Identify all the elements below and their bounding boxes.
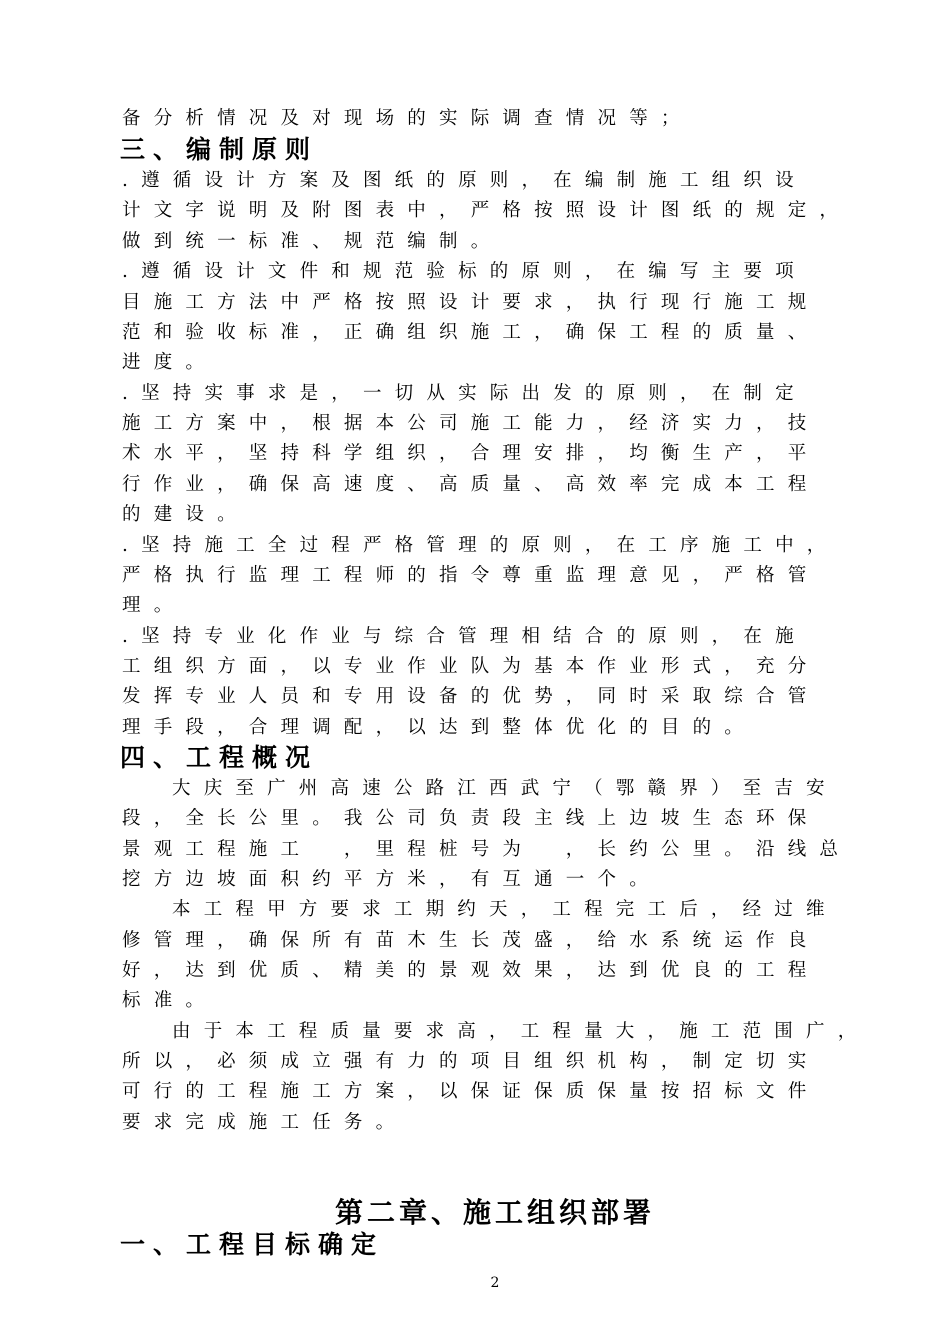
body-line: 目施工方法中严格按照设计要求，执行现行施工规	[122, 292, 820, 313]
body-line: 施工方案中，根据本公司施工能力，经济实力，技	[122, 413, 820, 434]
chapter-title: 第二章、施工组织部署	[334, 1196, 655, 1229]
section-heading-3: 三、编制原则	[120, 135, 319, 164]
section-heading-1: 一、工程目标确定	[120, 1230, 385, 1259]
body-line: 理手段，合理调配，以达到整体优化的目的。	[122, 717, 757, 738]
body-line: 发挥专业人员和专用设备的优势，同时采取综合管	[122, 686, 820, 707]
body-line: 备分析情况及对现场的实际调查情况等；	[122, 108, 693, 129]
body-line: .坚持实事求是，一切从实际出发的原则，在制定	[122, 383, 807, 404]
body-line: 可行的工程施工方案，以保证保质保量按招标文件	[122, 1081, 820, 1102]
body-line: 术水平，坚持科学组织，合理安排，均衡生产，平	[122, 443, 820, 464]
body-line: 由于本工程质量要求高，工程量大，施工范围广，	[172, 1021, 870, 1042]
body-line: .遵循设计文件和规范验标的原则，在编写主要项	[122, 261, 807, 282]
body-line: 标准。	[122, 990, 218, 1011]
body-line: 进度。	[122, 352, 218, 373]
body-line: 修管理，确保所有苗木生长茂盛，给水系统运作良	[122, 930, 820, 951]
body-line: 景观工程施工 ，里程桩号为 ，长约公里。沿线总	[122, 839, 852, 860]
body-line: 工组织方面，以专业作业队为基本作业形式，充分	[122, 656, 820, 677]
body-line: 严格执行监理工程师的指令尊重监理意见，严格管	[122, 565, 820, 586]
body-line: .遵循设计方案及图纸的原则，在编制施工组织设	[122, 170, 807, 191]
body-line: 大庆至广州高速公路江西武宁（鄂赣界）至吉安	[172, 778, 838, 799]
body-line: 段，全长公里。我公司负责段主线上边坡生态环保	[122, 808, 820, 829]
body-line: 的建设。	[122, 504, 249, 525]
body-line: 挖方边坡面积约平方米，有互通一个。	[122, 869, 661, 890]
body-line: 理。	[122, 595, 186, 616]
body-line: 行作业，确保高速度、高质量、高效率完成本工程	[122, 474, 820, 495]
body-line: 好，达到优质、精美的景观效果，达到优良的工程	[122, 960, 820, 981]
section-heading-4: 四、工程概况	[120, 743, 319, 772]
body-line: 所以，必须成立强有力的项目组织机构，制定切实	[122, 1051, 820, 1072]
body-line: 做到统一标准、规范编制。	[122, 231, 503, 252]
body-line: 本工程甲方要求工期约天，工程完工后，经过维	[172, 899, 838, 920]
body-line: 范和验收标准，正确组织施工，确保工程的质量、	[122, 322, 820, 343]
body-line: .坚持专业化作业与综合管理相结合的原则，在施	[122, 626, 807, 647]
page-number: 2	[490, 1275, 500, 1291]
body-line: 要求完成施工任务。	[122, 1112, 408, 1133]
body-line: .坚持施工全过程严格管理的原则，在工序施工中，	[122, 535, 839, 556]
body-line: 计文字说明及附图表中，严格按照设计图纸的规定，	[122, 200, 852, 221]
